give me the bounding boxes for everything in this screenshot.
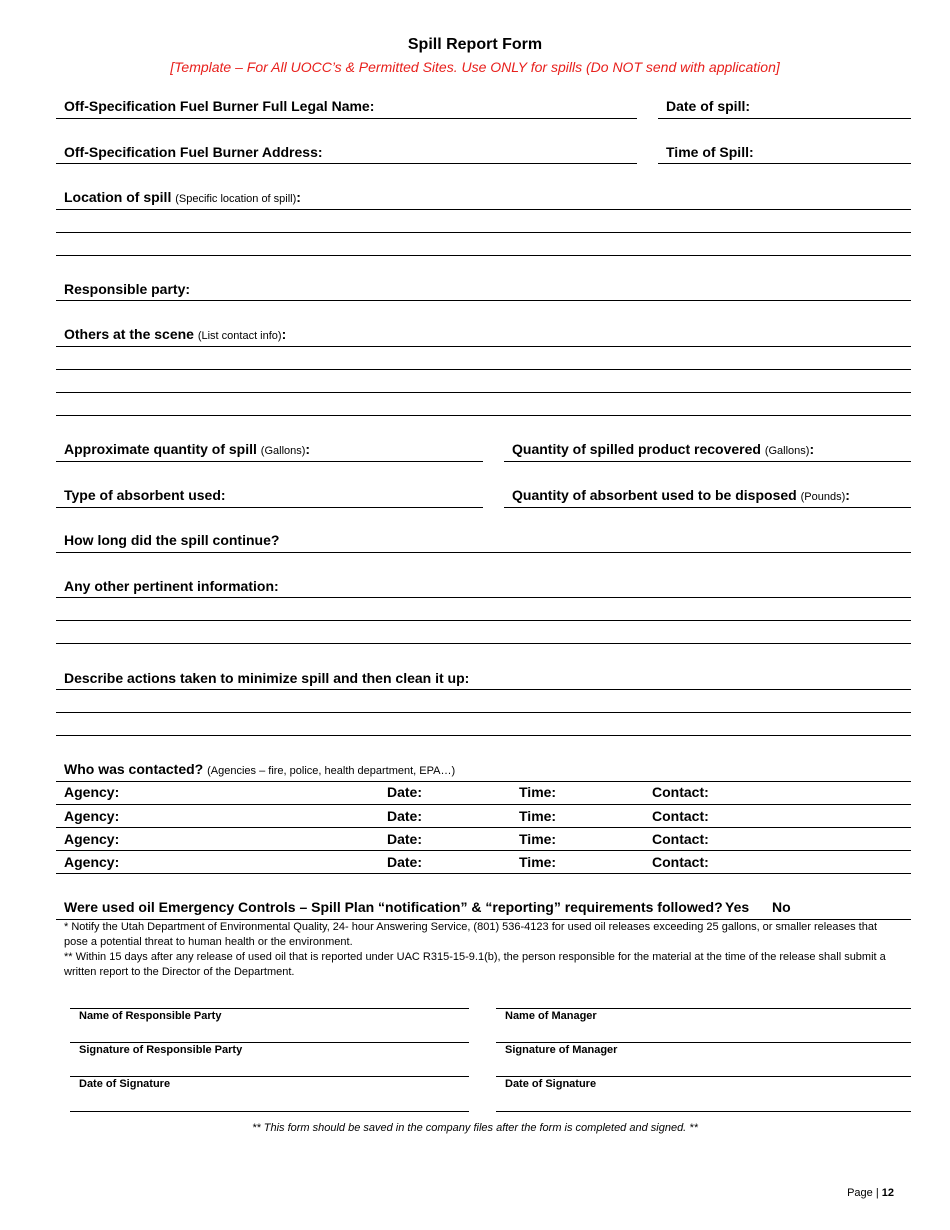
other-info-field-line-3[interactable] <box>56 643 911 644</box>
signature-manager-field[interactable] <box>496 1076 911 1077</box>
contact-contact-label: Contact: <box>652 784 709 800</box>
contact-row-field[interactable] <box>56 804 911 805</box>
absorbent-disposed-field[interactable] <box>504 507 911 508</box>
others-field-line-3[interactable] <box>56 392 911 393</box>
page-title: Spill Report Form <box>407 36 543 53</box>
contact-row-field[interactable] <box>56 850 911 851</box>
signature-manager-label: Signature of Manager <box>505 1044 618 1056</box>
signature-top-line-right <box>496 1008 911 1009</box>
name-manager-field[interactable] <box>496 1042 911 1043</box>
emergency-question: Were used oil Emergency Controls – Spill Plan “notification” & “reporting” requirements followed? <box>64 899 723 915</box>
contact-row-field[interactable] <box>56 827 911 828</box>
contact-date-label: Date: <box>387 784 423 800</box>
name-responsible-party-label: Name of Responsible Party <box>79 1010 222 1022</box>
responsible-party-label: Responsible party: <box>64 281 191 297</box>
burner-address-label: Off-Specification Fuel Burner Address: <box>64 144 323 160</box>
actions-field-line-3[interactable] <box>56 735 911 736</box>
date-signature-left-label: Date of Signature <box>79 1078 171 1090</box>
duration-field[interactable] <box>56 552 911 553</box>
contact-row-field[interactable] <box>56 873 911 874</box>
other-info-field[interactable] <box>56 597 911 598</box>
contact-agency-label: Agency: <box>64 854 120 870</box>
signature-top-line-left <box>70 1008 469 1009</box>
duration-label: How long did the spill continue? <box>64 532 280 548</box>
actions-label: Describe actions taken to minimize spill and then clean it up: <box>64 670 470 686</box>
burner-name-field[interactable] <box>56 118 637 119</box>
actions-field[interactable] <box>56 689 911 690</box>
no-option[interactable]: No <box>772 899 791 915</box>
responsible-party-field[interactable] <box>56 300 911 301</box>
recovered-label: Quantity of spilled product recovered (Gallons): <box>512 441 815 457</box>
page-subtitle: [Template – For All UOCC’s & Permitted Sites. Use ONLY for spills (Do NOT send with application] <box>170 59 780 75</box>
time-of-spill-field[interactable] <box>658 163 911 164</box>
signature-responsible-party-label: Signature of Responsible Party <box>79 1044 243 1056</box>
location-field-line-2[interactable] <box>56 232 911 233</box>
note-2: ** Within 15 days after any release of used oil that is reported under UAC R315-15-9.1(b), the person responsible for the material at the time of the release shall submit a written report to the Director of the Department. <box>64 951 886 978</box>
date-of-spill-field[interactable] <box>658 118 911 119</box>
location-label: Location of spill (Specific location of spill): <box>64 189 301 205</box>
name-responsible-party-field[interactable] <box>70 1042 469 1043</box>
other-info-field-line-2[interactable] <box>56 620 911 621</box>
date-signature-right-field[interactable] <box>496 1111 911 1112</box>
quantity-field[interactable] <box>56 461 483 462</box>
date-of-spill-label: Date of spill: <box>666 98 751 114</box>
contact-time-label: Time: <box>519 854 557 870</box>
others-field[interactable] <box>56 346 911 347</box>
contact-contact-label: Contact: <box>652 854 709 870</box>
recovered-field[interactable] <box>504 461 911 462</box>
absorbent-type-field[interactable] <box>56 507 483 508</box>
other-info-label: Any other pertinent information: <box>64 578 279 594</box>
others-field-line-4[interactable] <box>56 415 911 416</box>
absorbent-type-label: Type of absorbent used: <box>64 487 226 503</box>
yes-option[interactable]: Yes <box>725 899 750 915</box>
contact-time-label: Time: <box>519 831 557 847</box>
date-signature-left-field[interactable] <box>70 1111 469 1112</box>
contact-date-label: Date: <box>387 808 423 824</box>
contact-time-label: Time: <box>519 808 557 824</box>
absorbent-disposed-label: Quantity of absorbent used to be disposed (Pounds): <box>512 487 850 503</box>
others-field-line-2[interactable] <box>56 369 911 370</box>
signature-responsible-party-field[interactable] <box>70 1076 469 1077</box>
contacted-divider <box>56 781 911 782</box>
location-field-line-3[interactable] <box>56 255 911 256</box>
quantity-label: Approximate quantity of spill (Gallons): <box>64 441 311 457</box>
actions-field-line-2[interactable] <box>56 712 911 713</box>
others-label: Others at the scene (List contact info): <box>64 326 287 342</box>
burner-name-label: Off-Specification Fuel Burner Full Legal Name: <box>64 98 375 114</box>
contact-date-label: Date: <box>387 831 423 847</box>
contact-agency-label: Agency: <box>64 808 120 824</box>
location-field[interactable] <box>56 209 911 210</box>
burner-address-field[interactable] <box>56 163 637 164</box>
note-1: * Notify the Utah Department of Environmental Quality, 24- hour Answering Service, (801) 536-4123 for used oil releases exceeding 25 gallons, or smaller releases that pose a potential threat to human health or the environment. <box>64 921 878 948</box>
contacted-label: Who was contacted? (Agencies – fire, police, health department, EPA…) <box>64 761 456 777</box>
contact-contact-label: Contact: <box>652 808 709 824</box>
page-number: Page | 12 <box>847 1187 894 1199</box>
time-of-spill-label: Time of Spill: <box>666 144 754 160</box>
contact-time-label: Time: <box>519 784 557 800</box>
footer-note: ** This form should be saved in the company files after the form is completed and signed. ** <box>252 1122 698 1134</box>
contact-agency-label: Agency: <box>64 831 120 847</box>
contact-contact-label: Contact: <box>652 831 709 847</box>
name-manager-label: Name of Manager <box>505 1010 597 1022</box>
date-signature-right-label: Date of Signature <box>505 1078 597 1090</box>
contact-date-label: Date: <box>387 854 423 870</box>
contact-agency-label: Agency: <box>64 784 120 800</box>
